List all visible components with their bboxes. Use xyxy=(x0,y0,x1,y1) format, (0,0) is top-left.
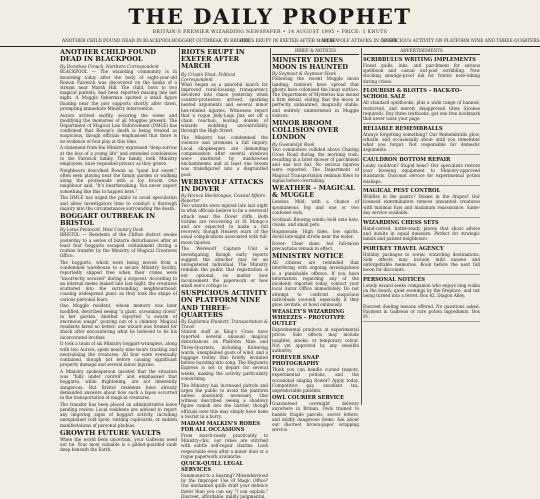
article-paragraph: The transfer has been placed on administrative leave pending review. Local residents are advised to report any lingering signs of boggart activity, including unexplained cold spots, rattling cupboards, or sudden manifestations of personal phobias. xyxy=(60,401,177,428)
column-divider xyxy=(361,48,362,405)
article-headline: RIOTS ERUPT IN EXETER AFTER MARCH xyxy=(181,48,245,71)
ad-body: Finest quills, inks, and parchment for serious spellbook and casual owl-post scribbling. Now stocking smudge-proof ink for frantic note-taking during crises. xyxy=(363,63,480,84)
article xyxy=(272,120,359,183)
column-2 xyxy=(181,48,268,499)
article-headline: MINISTRY NOTICE xyxy=(272,252,344,261)
advertisement xyxy=(363,88,480,123)
masthead xyxy=(0,0,540,47)
article-byline: By Horace Blacktongue, Coastal Affairs Reporter xyxy=(181,193,266,204)
ticker-item: RIOTS ERUPT IN EXETER AFTER MARCH xyxy=(240,39,334,44)
masthead-rule xyxy=(60,46,480,47)
article-paragraph: London: Mild, with a chance of spontaneous fog and one or two confused owls. xyxy=(272,199,359,215)
ad-body: Holiday packages to scenic wizarding destinations. Side effects may include mild nausea and unforgettable memories. Book before the next full moon for discounts. xyxy=(363,251,480,273)
article-paragraph: Guaranteed overnight delivery anywhere in Britain. Owls trained to handle fragile parcels, secret letters, and mildly dangerous items. Ask about our discreet brown-paper wrapping service. xyxy=(272,401,359,433)
advertisement xyxy=(363,277,480,322)
ticker-item: BOGGART OUTBREAK IN BRISTOL xyxy=(172,39,251,44)
article xyxy=(272,395,359,432)
article xyxy=(60,213,177,428)
article-byline: By Euphemia Plunkett, Transportation & Travel xyxy=(181,318,268,329)
article-byline: By Crispin Flout, Political Correspondent xyxy=(181,71,236,82)
article-headline: MINOR BROOM COLLISION OVER LONDON xyxy=(272,119,339,142)
article-paragraph: Aurors arrived swiftly, securing the scene and modifying the memories of all Muggles present. The Department of Magical Law Enforcement (DMLE) has confirmed that Rowan's death is being treated as suspicious, though officials emphasised that there is no evidence of foul play at this time. xyxy=(60,112,177,144)
article xyxy=(272,355,359,393)
article xyxy=(181,421,268,459)
article-paragraph: Following the recent Muggle moon landing, rumours have spread that ghosts have colonised the lunar surface. The Department of Mysteries has issued a firm denial, stating that the moon is perfectly unhaunted, magically stable, and entirely uninterested in Muggle visitors. xyxy=(272,76,359,118)
article xyxy=(181,290,268,419)
article-byline: By Lotus Pennicott, West Country Desk xyxy=(60,227,144,233)
article-paragraph: A Ministry spokesperson insisted that the situation was "fully under control" and emphasised that boggarts, while frightening, are not inherently dangerous. But Bristol residents have already demanded answers about how such a lapse occurred in the transportation of magical creatures. xyxy=(60,368,177,400)
article-paragraph: Station staff at King's Cross have reported several unusual magical disturbances on Platform Nine and Three-Quarters, including flickering wards, unexplained gusts of wind, and a luggage trolley that briefly levitated before bursting into song. The Hogwarts Express is set to depart for several weeks, making the activity particularly concerning. xyxy=(181,328,268,381)
article-headline: MADAM MALKIN'S ROBES FOR ALL OCCASIONS xyxy=(181,420,260,433)
article-paragraph: Two wizards were injured late last night in what officials believe to be a werewolf attack near the Dover cliffs. Both victims are recovering at St Mungo's and are expected to make a full recovery, though Healers warn of the usual complications associated with full-moon injuries. xyxy=(181,203,268,245)
advertisement xyxy=(363,126,480,155)
article-headline: MINISTRY DENIES MOON IS HAUNTED xyxy=(272,56,349,72)
column-3 xyxy=(272,48,359,433)
section-label: BRIEF & NOTICES xyxy=(272,48,359,55)
article-headline: OWL COURIER SERVICE xyxy=(272,395,345,402)
ad-headline: FLOURISH & BLOTTS – BACK-TO-SCHOOL SALE xyxy=(363,88,462,101)
article-byline: By Dorothea Crouch, Northern Correspondent xyxy=(60,64,159,70)
advertisement xyxy=(363,220,480,244)
ad-headline: WIZARDING CHESS SETS xyxy=(363,219,439,226)
article-paragraph: All citizens are reminded that interfering with ongoing investigations is a punishable offence. If you have information regarding any of the incidents reported today, contact your local Auror Office immediately. Do not attempt to confront suspicious individuals yourself, especially if they glow, levitate, or howl ominously. xyxy=(272,260,359,307)
article-headline: WEREWOLF ATTACKS IN DOVER xyxy=(181,177,264,194)
article xyxy=(181,461,268,499)
advertisement xyxy=(363,188,480,217)
ad-headline: PERSONAL NOTICES xyxy=(363,276,426,283)
ad-body: Hand-carved, battle-ready pieces that shout advice and insults in equal measure. Perfect for strategic minds and patient neighbours. xyxy=(363,225,480,241)
article xyxy=(272,57,359,118)
article-headline: BOGGART OUTBREAK IN BRISTOL xyxy=(60,212,156,228)
ad-headline: RELIABLE REMEMBRALLS xyxy=(363,125,443,132)
article xyxy=(272,253,359,307)
article-paragraph: Hogsmeade: High tides, low spirits. Avoid late-night strolls near the water. xyxy=(272,228,359,239)
article-paragraph: Two commuters collided above Charing Cross Road during the morning rush, resulting in a brief shower of parchment and one lost hat. No serious injuries were reported. The Department of Magical Transportation reminds fliers to signal before overtaking. xyxy=(272,146,359,183)
article-headline: WEATHER – MAGICAL & MUGGLE xyxy=(272,184,355,200)
section-label: ADVERTISEMENTS xyxy=(363,48,480,55)
article-paragraph: Think you can handle cursed teapots, experimental potions, and the occasional singing flower? Apply today. Competitive pay, excellent tea, unpredictable patients. xyxy=(272,367,359,393)
ad-headline: PORTKEY TRAVEL AGENCY xyxy=(363,245,444,252)
article-paragraph: Scotland: Blowing winds; hold onto hats, cloaks, and small pets. xyxy=(272,216,359,227)
ad-headline: CAULDRON BOTTOM REPAIR xyxy=(363,156,451,163)
article-headline: FOREVER SNAP PHOTOGRAPHY xyxy=(272,355,319,368)
column-1 xyxy=(60,48,177,453)
article-headline: SUSPICIOUS ACTIVITY ON PLATFORM NINE AND THREE-QUARTERS xyxy=(181,289,268,319)
article-paragraph: When the world feels uncertain, your Galleons need not be. Your most valuable is a gilded-guarded vault deep beneath the Earth. xyxy=(60,436,177,453)
article-paragraph: The boggarts, which were being moved from a condemned warehouse to a secure Ministry facility, reportedly slipped free when their crates were "incorrectly secured" during a stopover. According to an internal memo leaked late last night, the creatures scattered into the surrounding neighbourhood, causing widespread panic as they took the shape of various personal fears. xyxy=(60,260,177,302)
advertisement xyxy=(363,157,480,186)
article-byline: By Seymour & Seymour Sleek xyxy=(272,71,337,77)
ad-body: Lonely wizard seeks companion who enjoys long walks on the beach, quiet evenings by the fireplace, and not being turned into a ferret. Box 42, Diagon Alley. Discreet dueling lessons offered. No questions asked. Payment in Galleons or rare potion ingredients. Box 91. xyxy=(363,282,480,320)
article-paragraph: A statement from the Ministry expressed "deep sorrow at the loss of a young life" and extended condolences to the Fairwick family. The family, both Ministry employees, have requested privacy as they grieve. xyxy=(60,145,177,167)
article-paragraph: The Ministry has increased patrols and urges the public to avoid the platform unless absolutely necessary. One witness described seeing a shadowy figure vanish into the barrier, though officials note this may simply have been a tourist in a hurry. xyxy=(181,382,268,419)
column-4 xyxy=(363,48,480,405)
masthead-subtitle: BRITAIN'S PREMIER WIZARDING NEWSPAPER • 14 AUGUST 1995 • PRICE: 1 KNUTS xyxy=(152,30,388,35)
advertisement xyxy=(363,57,480,86)
article xyxy=(272,309,359,353)
ad-body: Wildfire in the pantry? Doxies in the drapes? Our licensed exterminators remove unwanted creatures with minimal fuss and maximum reassurance. Same-day service available. xyxy=(363,194,480,215)
advertisement xyxy=(363,246,480,275)
article-paragraph: Dover: Clear skies, but full-moon precautions remain in effect. xyxy=(272,240,359,251)
headline-ticker xyxy=(0,38,540,46)
column-divider xyxy=(179,48,180,405)
article xyxy=(181,49,268,177)
ticker-item: WEREWOLF ATTACKS IN DOVER xyxy=(322,39,397,44)
ad-body: Leaky cauldron? Stupid hens? Our specialists restore your brewing equipment to Ministry-approved standards. Discount service for experimental potion mishaps. xyxy=(363,162,480,184)
article-paragraph: The DMLE has urged the public to avoid speculation and allow investigators time to conduct a thorough inquiry into the circumstances surrounding the death. xyxy=(60,195,177,211)
article-paragraph: Summoned to a hearing? Misunderstood by the Improper Use of Magic Office? Our enchanted quills draft your defence faster than you can say "I can explain." Discreet, affordable, mildly judgmental. xyxy=(181,472,268,499)
article-headline: ANOTHER CHILD FOUND DEAD IN BLACKPOOL xyxy=(60,48,156,64)
article-headline: WEASLEY'S WIZARDING WHEEZES – PROTOTYPE OUTLET xyxy=(272,309,345,328)
column-divider xyxy=(270,48,271,405)
article-paragraph: BLACKPOOL — The wizarding community is in mourning today after the body of eight-year-old Rowan Fairwick was discovered on the banks of a stream near Marsh Hill. The child, born to two magical parents, had been reported missing late last night. A Muggle fisherman spotted a small figure floating near the pier supports shortly after dawn, prompting immediate Ministry intervention. xyxy=(60,69,177,111)
article-headline: GROWTH FUTURE VAULTS xyxy=(60,428,161,437)
article-paragraph: One Muggle resident, whose memory was later modified, described seeing "a giant, screaming clown" in her garden. Another reported "a swarm of enormous wasps" pouring out of a chimney. Magical residents fared no better: one wizard was treated for shock after encountering what he believed to be his incarcerated brother. xyxy=(60,303,177,340)
article-paragraph: The Werewolf Capture Unit is investigating, though early reports suggest the attacker may be an unregistered individual. The Ministry reminds the public that registration is not optional, no matter how inconvenient the paperwork or how small one's cottage is. xyxy=(181,246,268,288)
article-headline: QUICK-QUILL LEGAL SERVICES xyxy=(181,460,244,473)
ticker-item: ANOTHER CHILD FOUND DEAD IN BLACKPOOL xyxy=(62,39,172,44)
article-paragraph: What began as a peaceful march for improved rural-housing transparency devolved into chaos yesterday when counter-protestors arrived, sparking heated arguments and several minor hex-related injuries. Witnesses report that a rogue Jelly-Legs Jinx set off a chain reaction, leaving dozens of wizards wobbling uncontrollably through the High Street. xyxy=(181,81,268,134)
article xyxy=(60,49,177,211)
ad-headline: SCRIBBULUS WRITING IMPLEMENTS xyxy=(363,57,476,63)
article xyxy=(272,185,359,251)
article-byline: By Gwendolyn Rook xyxy=(272,141,315,147)
article-paragraph: BRISTOL — Residents of the Clifton district awoke yesterday to a series of bizarre disturbances after at least four boggarts escaped containment during a routine transfer by the Ministry of Magical Creatures Office. xyxy=(60,232,177,259)
ad-headline: MAGICAL PEST CONTROL xyxy=(363,188,441,195)
article xyxy=(60,430,177,453)
article-paragraph: It took a team of six Ministry boggart-wranglers, along with two Aurors, spent nearly nine hours tracking and neutralising the creatures. All four were eventually contained, though not before causing significant property damage and several minor injuries. xyxy=(60,341,177,368)
article-paragraph: Neighbours described Rowan as "quiet but sweet," often seen playing near the family garden or walking along the promenade with a toy broom. One neighbour said, "It's heartbreaking. You never expect something like this to happen here." xyxy=(60,167,177,194)
masthead-title: THE DAILY PROPHET xyxy=(128,4,412,29)
article-paragraph: The Ministry has condemned the violence and promises a full inquiry. Local shopkeepers are demanding compensation after several windows were shattered by misdirected enchantments and at least one broom was transfigured into a disgruntled goat. xyxy=(181,135,268,177)
article xyxy=(181,179,268,288)
ad-body: Always forgetting something? Our Remembralls glow, whistle, and occasionally shout until you remember what you forgot. Not responsible for domestic arguments. xyxy=(363,131,480,153)
article-paragraph: From starch-ready practicality to Ministry-chic, our robes are stitched with subtle self-repair charms. Look respectable even after a minor duel or a rogue paperwork avalanche. xyxy=(181,432,268,459)
article-paragraph: Experimental products at experimental prices. Side effects may include laughter, smoke, or temporary colour. Not yet approved by any sensible authority. xyxy=(272,327,359,353)
ad-body: All standard spellbooks, plus a wide range of banned, restricted, and merely disapproved titles (license required). Buy three textbooks, get one free bookmark that never loses your page. xyxy=(363,100,480,121)
ticker-item: SUSPICIOUS ACTIVITY ON PLATFORM NINE AND THREE-QUARTERS xyxy=(382,39,540,44)
